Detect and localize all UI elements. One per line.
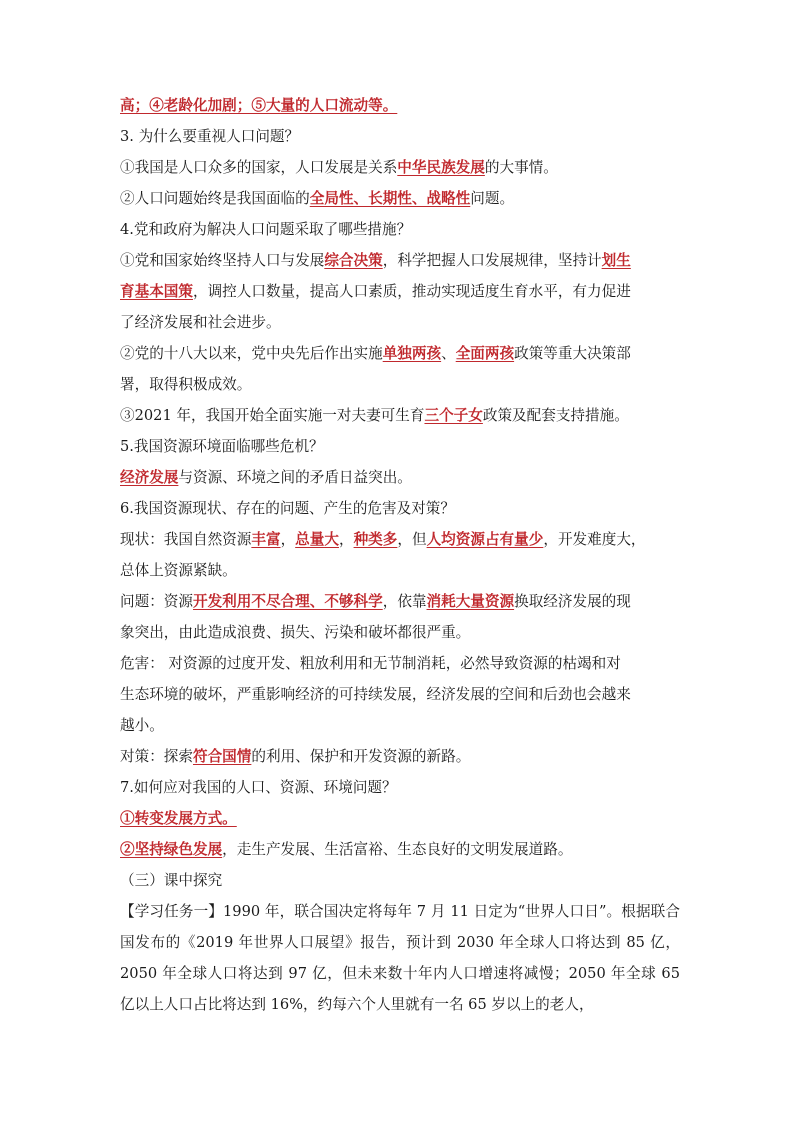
text-line (120, 865, 680, 896)
text-line (120, 462, 680, 493)
highlighted-term: 中华民族发展 (397, 159, 485, 176)
text-line (120, 121, 680, 152)
text-segment: ，调控人口数量，提高人口素质，推动实现适度生育水平，有力促进 (192, 283, 631, 300)
text-segment: 与资源、环境之间的矛盾日益突出。 (178, 469, 412, 486)
text-segment: 6.我国资源现状、存在的问题、产生的危害及对策？ (120, 500, 455, 517)
text-line (120, 710, 680, 741)
highlighted-term: 种类多 (353, 531, 398, 548)
text-line (120, 431, 680, 462)
highlighted-term: 全局性、长期性、战略性 (309, 190, 471, 207)
text-line (120, 555, 680, 586)
text-segment: 象突出，由此造成浪费、损失、污染和破坏都很严重。 (120, 624, 471, 641)
highlighted-term: 符合国情 (192, 748, 252, 765)
highlighted-term: 育基本国策 (120, 283, 193, 300)
text-segment: 政策及配套支持措施。 (482, 407, 629, 424)
text-segment: 署，取得积极成效。 (120, 376, 252, 393)
text-segment: 问题：资源 (120, 593, 193, 610)
text-segment: 4.党和政府为解决人口问题采取了哪些措施？ (120, 221, 412, 238)
text-segment: ③2021 年，我国开始全面实施一对夫妻可生育 (120, 407, 425, 424)
text-line (120, 183, 680, 214)
highlighted-term: ①转变发展方式。 (120, 810, 237, 827)
text-segment: 的利用、保护和开发资源的新路。 (251, 748, 471, 765)
highlighted-term: 总量大 (295, 531, 339, 548)
highlighted-term: 单独两孩 (382, 345, 442, 362)
text-segment: 了经济发展和社会进步。 (120, 314, 281, 331)
text-line (120, 648, 680, 679)
text-segment: ，但 (397, 531, 427, 548)
text-segment: ， (280, 531, 296, 548)
text-segment: 政策等重大决策部 (514, 345, 631, 362)
text-segment: 越小。 (120, 717, 164, 734)
text-line (120, 772, 680, 803)
text-line (120, 617, 680, 648)
text-segment: 5.我国资源环境面临哪些危机？ (120, 438, 324, 455)
document-page (120, 90, 680, 1020)
text-segment: ，走生产发展、生活富裕、生态良好的文明发展道路。 (222, 841, 573, 858)
text-segment: ，科学把握人口发展规律，坚持计 (382, 252, 602, 269)
text-line (120, 214, 680, 245)
text-segment: 的大事情。 (484, 159, 558, 176)
highlighted-term: 高；④老龄化加剧；⑤大量的人口流动等。 (120, 97, 398, 114)
text-line (120, 245, 680, 276)
text-line (120, 400, 680, 431)
text-line (120, 524, 680, 555)
text-segment: ②人口问题始终是我国面临的 (120, 190, 310, 207)
text-line (120, 276, 680, 307)
highlighted-term: 三个子女 (424, 407, 483, 424)
text-segment: ，依靠 (382, 593, 427, 610)
text-segment: 、 (441, 345, 456, 362)
highlighted-term: 综合决策 (324, 252, 383, 269)
text-line (120, 679, 680, 710)
text-segment: （三）课中探究 (120, 872, 223, 889)
text-line (120, 741, 680, 772)
highlighted-term: 全面两孩 (455, 345, 515, 362)
text-line (120, 338, 680, 369)
text-segment: 现状：我国自然资源 (120, 531, 252, 548)
text-segment: ，开发难度大， (543, 531, 646, 548)
learning-task-paragraph (120, 896, 680, 1020)
text-segment: 7.如何应对我国的人口、资源、环境问题？ (120, 779, 397, 796)
text-line (120, 493, 680, 524)
text-line (120, 90, 680, 121)
text-line (120, 152, 680, 183)
highlighted-term: 人均资源占有量少 (426, 531, 544, 548)
text-line (120, 586, 680, 617)
highlighted-term: 经济发展 (120, 469, 179, 486)
text-segment: 问题。 (470, 190, 515, 207)
text-segment: ①我国是人口众多的国家，人口发展是关系 (120, 159, 398, 176)
learning-task-label: 【学习任务一】 (120, 903, 223, 920)
highlighted-term: ②坚持绿色发展 (120, 841, 223, 858)
highlighted-term: 丰富 (251, 531, 281, 548)
text-segment: 3. 为什么要重视人口问题？ (120, 128, 300, 145)
text-segment: 生态环境的破坏，严重影响经济的可持续发展，经济发展的空间和后劲也会越来 (120, 686, 631, 703)
learning-task-text: 1990 年，联合国决定将每年 7 月 11 日定为“世界人口日”。根据联合国发布的《2019 年世界人口展望》报告，预计到 2030 年全球人口将达到 85 亿，2050 年全球人口将达到 97 亿，但未来数十年内人口增速将减慢；2050 年全球 65 亿以上人口占比将达到 16%，约每六个人里就有一名 65 岁以上的老人， (120, 903, 680, 1013)
document-body (120, 90, 680, 896)
text-segment: ②党的十八大以来，党中央先后作出实施 (120, 345, 383, 362)
text-segment: 危害： 对资源的过度开发、粗放利用和无节制消耗，必然导致资源的枯竭和对 (120, 655, 621, 672)
text-segment: 换取经济发展的现 (514, 593, 631, 610)
text-line (120, 369, 680, 400)
text-segment: 对策：探索 (120, 748, 193, 765)
text-segment: ①党和国家始终坚持人口与发展 (120, 252, 325, 269)
text-segment: ， (338, 531, 354, 548)
highlighted-term: 划生 (601, 252, 631, 269)
highlighted-term: 开发利用不尽合理、不够科学 (192, 593, 383, 610)
text-segment: 总体上资源紧缺。 (120, 562, 237, 579)
text-line (120, 803, 680, 834)
highlighted-term: 消耗大量资源 (426, 593, 515, 610)
text-line (120, 307, 680, 338)
text-line (120, 834, 680, 865)
